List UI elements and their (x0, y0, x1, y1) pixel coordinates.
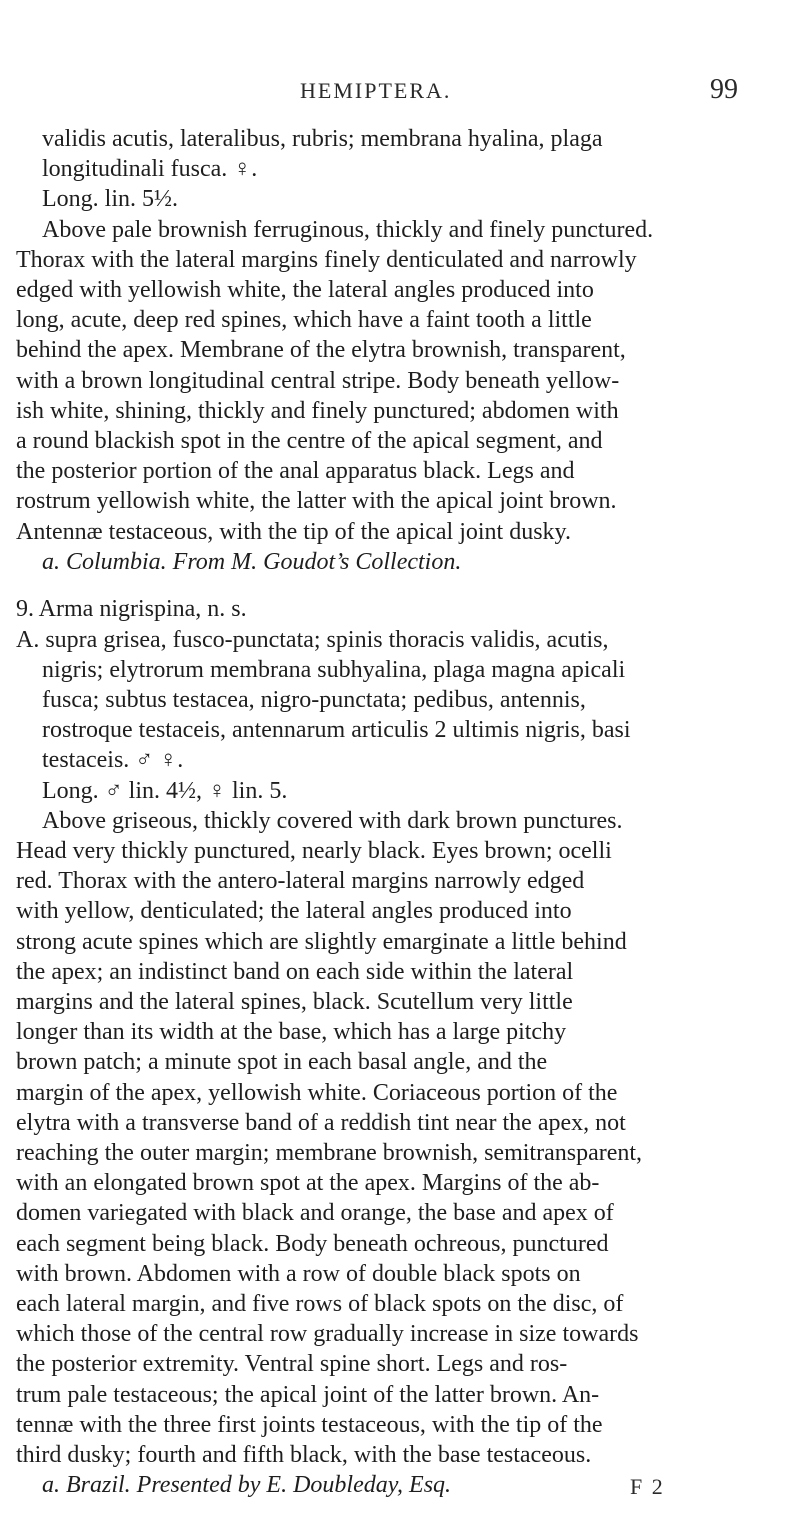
text-line: fusca; subtus testacea, nigro-punctata; pedibus, antennis, (42, 687, 586, 713)
text-line: red. Thorax with the antero-lateral margins narrowly edged (16, 868, 585, 894)
text-line: which those of the central row gradually increase in size towards (16, 1321, 639, 1347)
text-line: brown patch; a minute spot in each basal angle, and the (16, 1049, 548, 1075)
text-line: domen variegated with black and orange, the base and apex of (16, 1200, 614, 1226)
running-title: HEMIPTERA. (300, 78, 452, 103)
text-line: elytra with a transverse band of a reddish tint near the apex, not (16, 1110, 626, 1136)
text-line: with brown. Abdomen with a row of double black spots on (16, 1261, 581, 1287)
text-line: each segment being black. Body beneath ochreous, punctured (16, 1231, 609, 1257)
text-line: longer than its width at the base, which has a large pitchy (16, 1019, 567, 1045)
text-line: a. Columbia. From M. Goudot’s Collection. (42, 549, 462, 575)
text-line: the posterior extremity. Ventral spine short. Legs and ros- (16, 1351, 568, 1377)
text-line: each lateral margin, and five rows of black spots on the disc, of (16, 1291, 624, 1317)
text-line: with yellow, denticulated; the lateral angles produced into (16, 898, 572, 924)
text-line: edged with yellowish white, the lateral angles produced into (16, 277, 594, 303)
text-line: margin of the apex, yellowish white. Coriaceous portion of the (16, 1080, 618, 1106)
text-line: rostrum yellowish white, the latter with the apical joint brown. (16, 488, 617, 514)
signature-mark: F 2 (630, 1474, 665, 1499)
text-line: margins and the lateral spines, black. Scutellum very little (16, 989, 573, 1015)
text-line: reaching the outer margin; membrane brownish, semitransparent, (16, 1140, 643, 1166)
text-line: Antennæ testaceous, with the tip of the apical joint dusky. (16, 519, 571, 545)
text-line: tennæ with the three first joints testaceous, with the tip of the (16, 1412, 603, 1438)
species-heading: 9. Arma nigrispina, n. s. (16, 596, 247, 622)
text-line: ish white, shining, thickly and finely punctured; abdomen with (16, 398, 619, 424)
text-line: a. Brazil. Presented by E. Doubleday, Esq. (42, 1472, 452, 1498)
text-line: rostroque testaceis, antennarum articulis 2 ultimis nigris, basi (42, 717, 631, 743)
text-line: Above pale brownish ferruginous, thickly and finely punctured. (42, 217, 654, 243)
page-number: 99 (710, 74, 738, 105)
text-line: nigris; elytrorum membrana subhyalina, plaga magna apicali (42, 657, 626, 683)
text-line: validis acutis, lateralibus, rubris; membrana hyalina, plaga (42, 126, 603, 152)
text-line: A. supra grisea, fusco-punctata; spinis thoracis validis, acutis, (16, 627, 609, 653)
text-line: the apex; an indistinct band on each side within the lateral (16, 959, 574, 985)
text-line: third dusky; fourth and fifth black, with the base testaceous. (16, 1442, 592, 1468)
text-line: Thorax with the lateral margins finely denticulated and narrowly (16, 247, 637, 273)
text-line: Long. lin. 5½. (42, 186, 178, 212)
text-line: long, acute, deep red spines, which have a faint tooth a little (16, 307, 592, 333)
text-line: longitudinali fusca. ♀. (42, 156, 258, 182)
text-line: with an elongated brown spot at the apex. Margins of the ab- (16, 1170, 600, 1196)
text-line: with a brown longitudinal central stripe. Body beneath yellow- (16, 368, 620, 394)
text-line: behind the apex. Membrane of the elytra brownish, transparent, (16, 337, 626, 363)
text-line: testaceis. ♂ ♀. (42, 747, 184, 773)
text-line: Long. ♂ lin. 4½, ♀ lin. 5. (42, 778, 288, 804)
text-line: trum pale testaceous; the apical joint of the latter brown. An- (16, 1382, 600, 1408)
text-line: the posterior portion of the anal apparatus black. Legs and (16, 458, 575, 484)
text-line: Head very thickly punctured, nearly black. Eyes brown; ocelli (16, 838, 612, 864)
text-line: strong acute spines which are slightly emarginate a little behind (16, 929, 627, 955)
text-line: a round blackish spot in the centre of the apical segment, and (16, 428, 603, 454)
text-line: Above griseous, thickly covered with dark brown punctures. (42, 808, 623, 834)
